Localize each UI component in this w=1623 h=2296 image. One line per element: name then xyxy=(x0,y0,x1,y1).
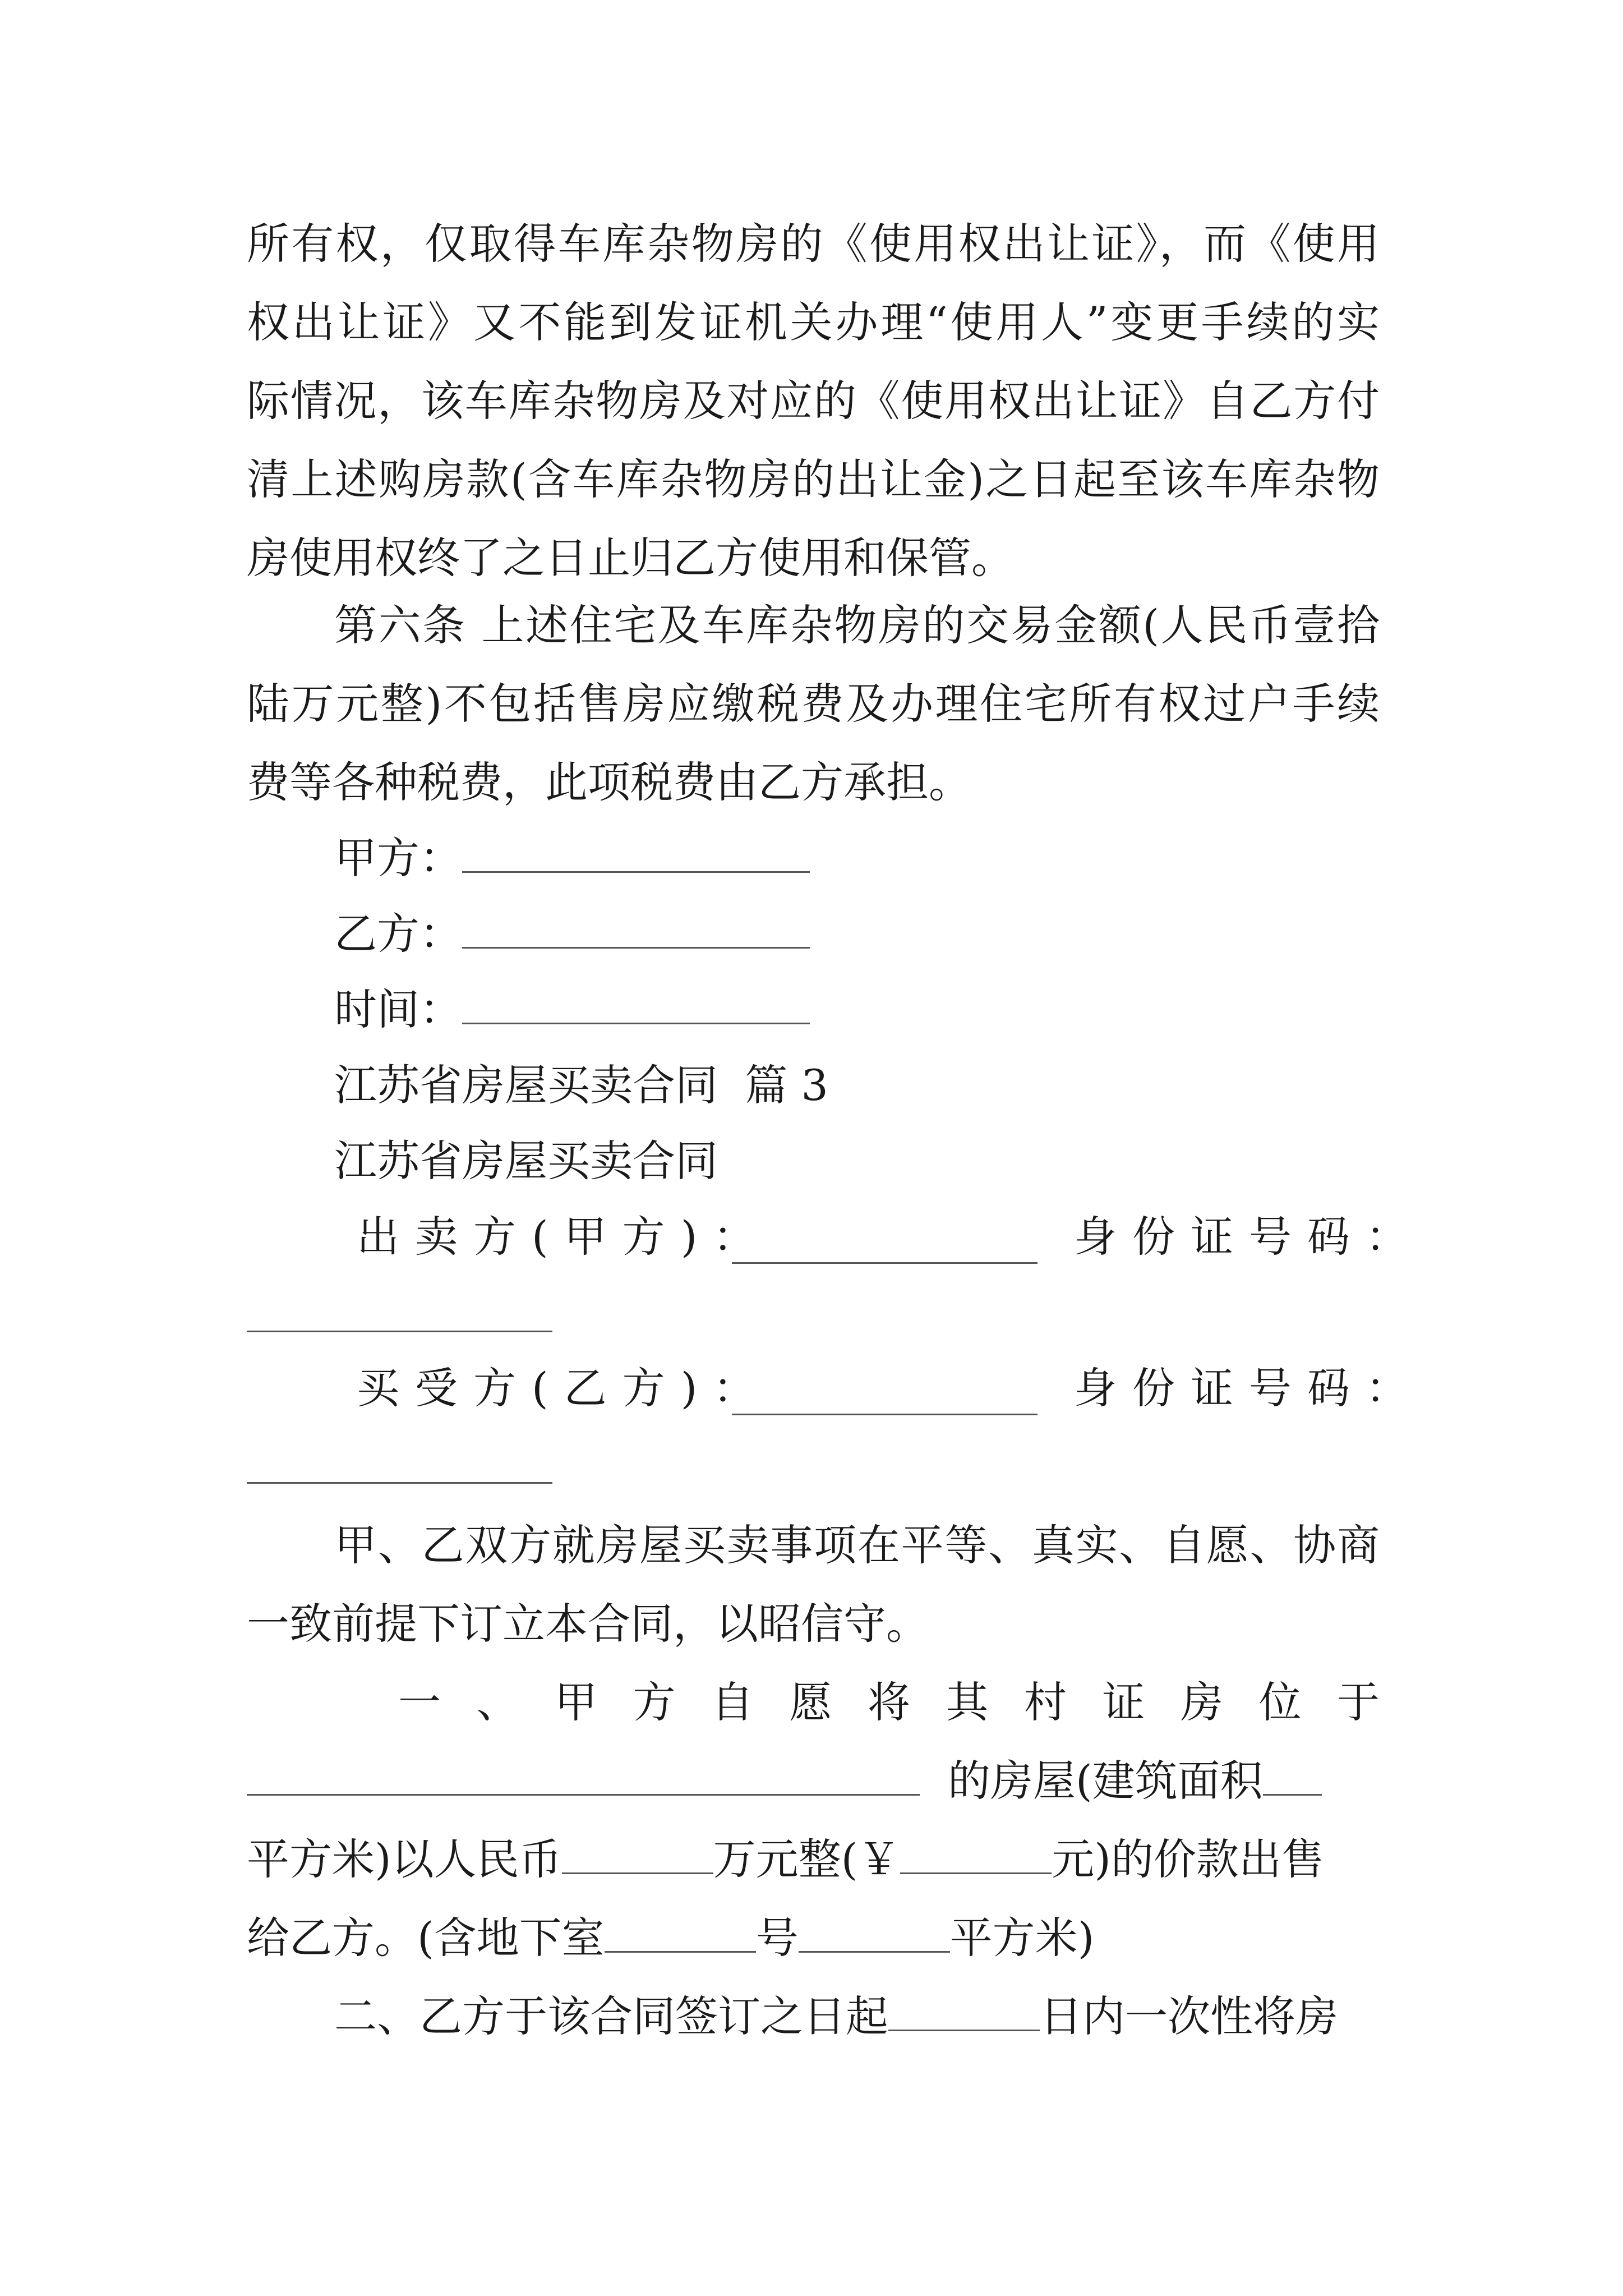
buyer-name-blank[interactable] xyxy=(732,1374,1038,1415)
buyer-label: 买受方(乙方)： xyxy=(357,1363,772,1413)
intro-line: 甲、乙双方就房屋买卖事项在平等、真实、自愿、协商 xyxy=(334,1520,1380,1570)
paragraph-line: 际情况，该车库杂物房及对应的《使用权出让证》自乙方付 xyxy=(247,376,1380,426)
clause1-line4a: 给乙方。(含地下室 xyxy=(247,1913,605,1963)
clause2-line xyxy=(334,1989,1380,2045)
party-a-blank[interactable] xyxy=(462,832,810,873)
clause1-line3b: 万元整(￥ xyxy=(713,1834,901,1884)
seller-id-blank[interactable] xyxy=(247,1331,552,1332)
article6-line: 陆万元整)不包括售房应缴税费及办理住宅所有权过户手续 xyxy=(247,679,1380,729)
time-label: 时间： xyxy=(334,984,462,1034)
basement-area-blank[interactable] xyxy=(799,1912,950,1953)
basement-number-blank[interactable] xyxy=(605,1912,756,1953)
seller-label: 出卖方(甲方)： xyxy=(357,1212,772,1262)
seller-id-label: 身份证号码： xyxy=(1074,1212,1424,1262)
clause1-line3 xyxy=(247,1832,1380,1888)
party-b-label: 乙方： xyxy=(334,909,462,959)
paragraph-line: 权出让证》又不能到发证机关办理“使用人”变更手续的实 xyxy=(247,297,1380,347)
buyer-id-row xyxy=(1074,1360,1424,1416)
intro-line: 一致前提下订立本合同，以昭信守。 xyxy=(247,1599,929,1649)
clause1-line4c: 平方米) xyxy=(949,1913,1095,1963)
party-b-blank[interactable] xyxy=(462,908,810,949)
clause1-line2 xyxy=(247,1753,1380,1809)
article6-line: 费等各种税费，此项税费由乙方承担。 xyxy=(247,757,971,807)
seller-id-row xyxy=(1074,1209,1424,1265)
clause1-line3a: 平方米)以人民币 xyxy=(247,1834,562,1884)
section-heading: 江苏省房屋买卖合同 篇 3 xyxy=(334,1060,828,1110)
buyer-row xyxy=(357,1360,771,1416)
area-blank[interactable] xyxy=(1263,1755,1322,1796)
buyer-id-label: 身份证号码： xyxy=(1074,1363,1424,1413)
seller-name-blank[interactable] xyxy=(732,1223,1038,1264)
property-location-blank[interactable] xyxy=(247,1755,920,1796)
clause1-line3c: 元)的价款出售 xyxy=(1052,1834,1324,1884)
party-a-signature-row xyxy=(334,830,810,886)
price-words-blank[interactable] xyxy=(562,1833,713,1874)
party-b-signature-row xyxy=(334,906,810,962)
paragraph-line: 所有权，仅取得车库杂物房的《使用权出让证》，而《使用 xyxy=(247,219,1380,269)
clause1-line4 xyxy=(247,1910,1380,1966)
payment-days-blank[interactable] xyxy=(888,1990,1040,2031)
time-signature-row xyxy=(334,982,810,1038)
buyer-id-blank[interactable] xyxy=(247,1482,552,1484)
contract-title: 江苏省房屋买卖合同 xyxy=(334,1136,718,1186)
clause1-line4b: 号 xyxy=(755,1913,799,1963)
time-blank[interactable] xyxy=(462,983,810,1024)
clause2-suffix: 日内一次性将房 xyxy=(1040,1991,1338,2041)
paragraph-line: 清上述购房款(含车库杂物房的出让金)之日起至该车库杂物 xyxy=(247,454,1380,504)
party-a-label: 甲方： xyxy=(334,833,462,883)
article6-line: 第六条 上述住宅及车库杂物房的交易金额(人民币壹拾 xyxy=(334,600,1380,650)
clause2-prefix: 二、乙方于该合同签订之日起 xyxy=(334,1991,888,2041)
seller-row xyxy=(357,1209,771,1265)
paragraph-line: 房使用权终了之日止归乙方使用和保管。 xyxy=(247,533,1014,583)
clause1-line2-text: 的房屋(建筑面积 xyxy=(948,1756,1263,1806)
price-number-blank[interactable] xyxy=(900,1833,1052,1874)
clause1-line: 一、甲方自愿将其村证房位于 xyxy=(398,1677,1380,1727)
